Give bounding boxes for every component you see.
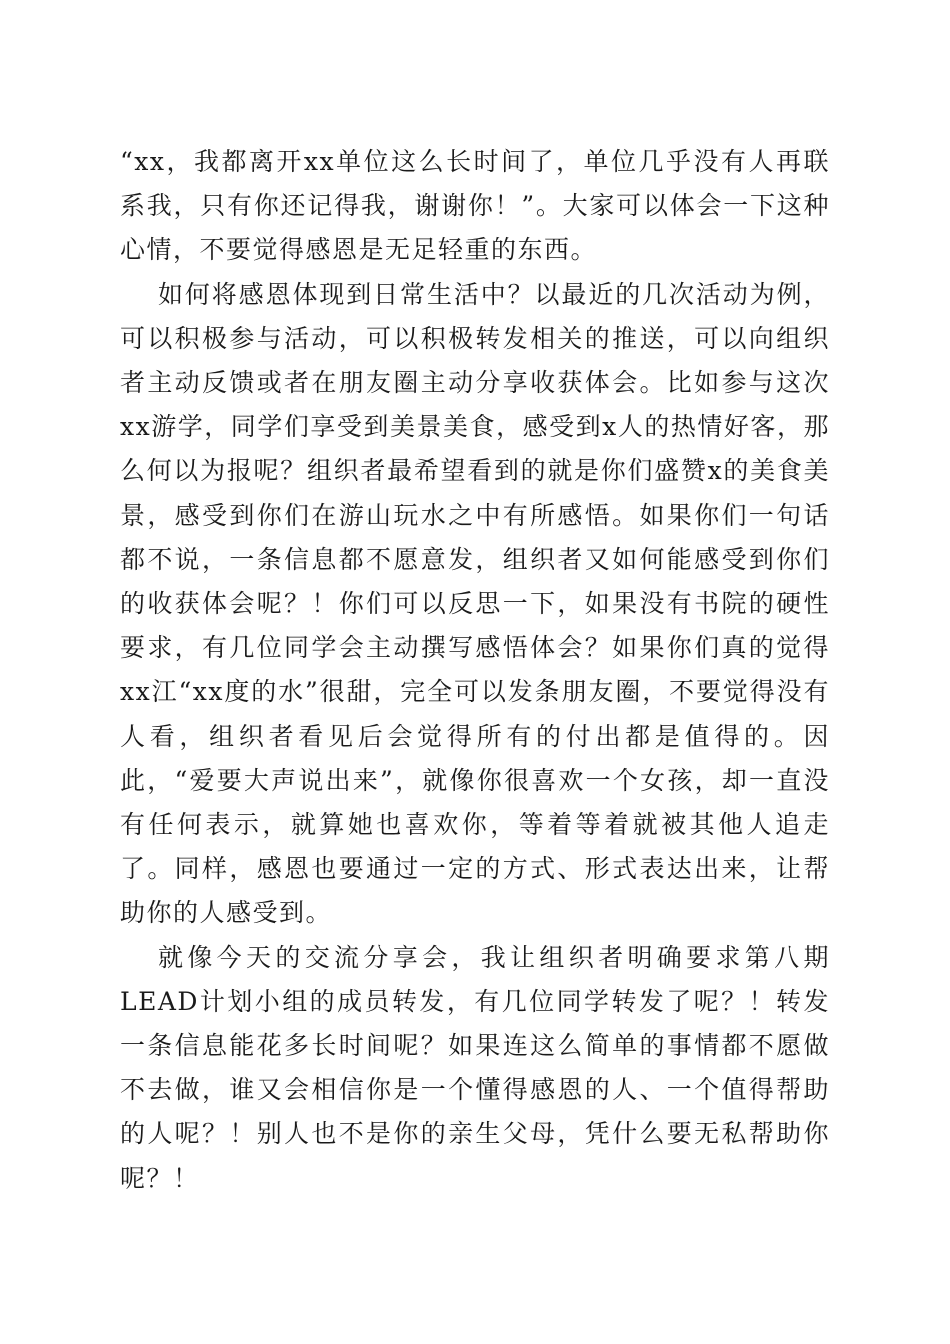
document-body <box>120 140 830 1201</box>
paragraph-1: “xx，我都离开xx单位这么长时间了，单位几乎没有人再联系我，只有你还记得我，谢谢你！”。大家可以体会一下这种心情，不要觉得感恩是无足轻重的东西。 <box>120 147 830 265</box>
paragraph-2: 如何将感恩体现到日常生活中？以最近的几次活动为例，可以积极参与活动，可以积极转发相关的推送，可以向组织者主动反馈或者在朋友圈主动分享收获体会。比如参与这次xx游学，同学们享受到美景美食，感受到x人的热情好客，那么何以为报呢？组织者最希望看到的就是你们盛赞x的美食美景，感受到你们在游山玩水之中有所感悟。如果你们一句话都不说，一条信息都不愿意发，组织者又如何能感受到你们的收获体会呢？！你们可以反思一下，如果没有书院的硬性要求，有几位同学会主动撰写感悟体会？如果你们真的觉得xx江“xx度的水”很甜，完全可以发条朋友圈，不要觉得没有人看，组织者看见后会觉得所有的付出都是值得的。因此，“爱要大声说出来”，就像你很喜欢一个女孩，却一直没有任何表示，就算她也喜欢你，等着等着就被其他人追走了。同样，感恩也要通过一定的方式、形式表达出来，让帮助你的人感受到。 <box>120 279 830 928</box>
paragraph-3: 就像今天的交流分享会，我让组织者明确要求第八期LEAD计划小组的成员转发，有几位同学转发了呢？！转发一条信息能花多长时间呢？如果连这么简单的事情都不愿做不去做，谁又会相信你是一个懂得感恩的人、一个值得帮助的人呢？！别人也不是你的亲生父母，凭什么要无私帮助你呢？！ <box>120 942 830 1193</box>
